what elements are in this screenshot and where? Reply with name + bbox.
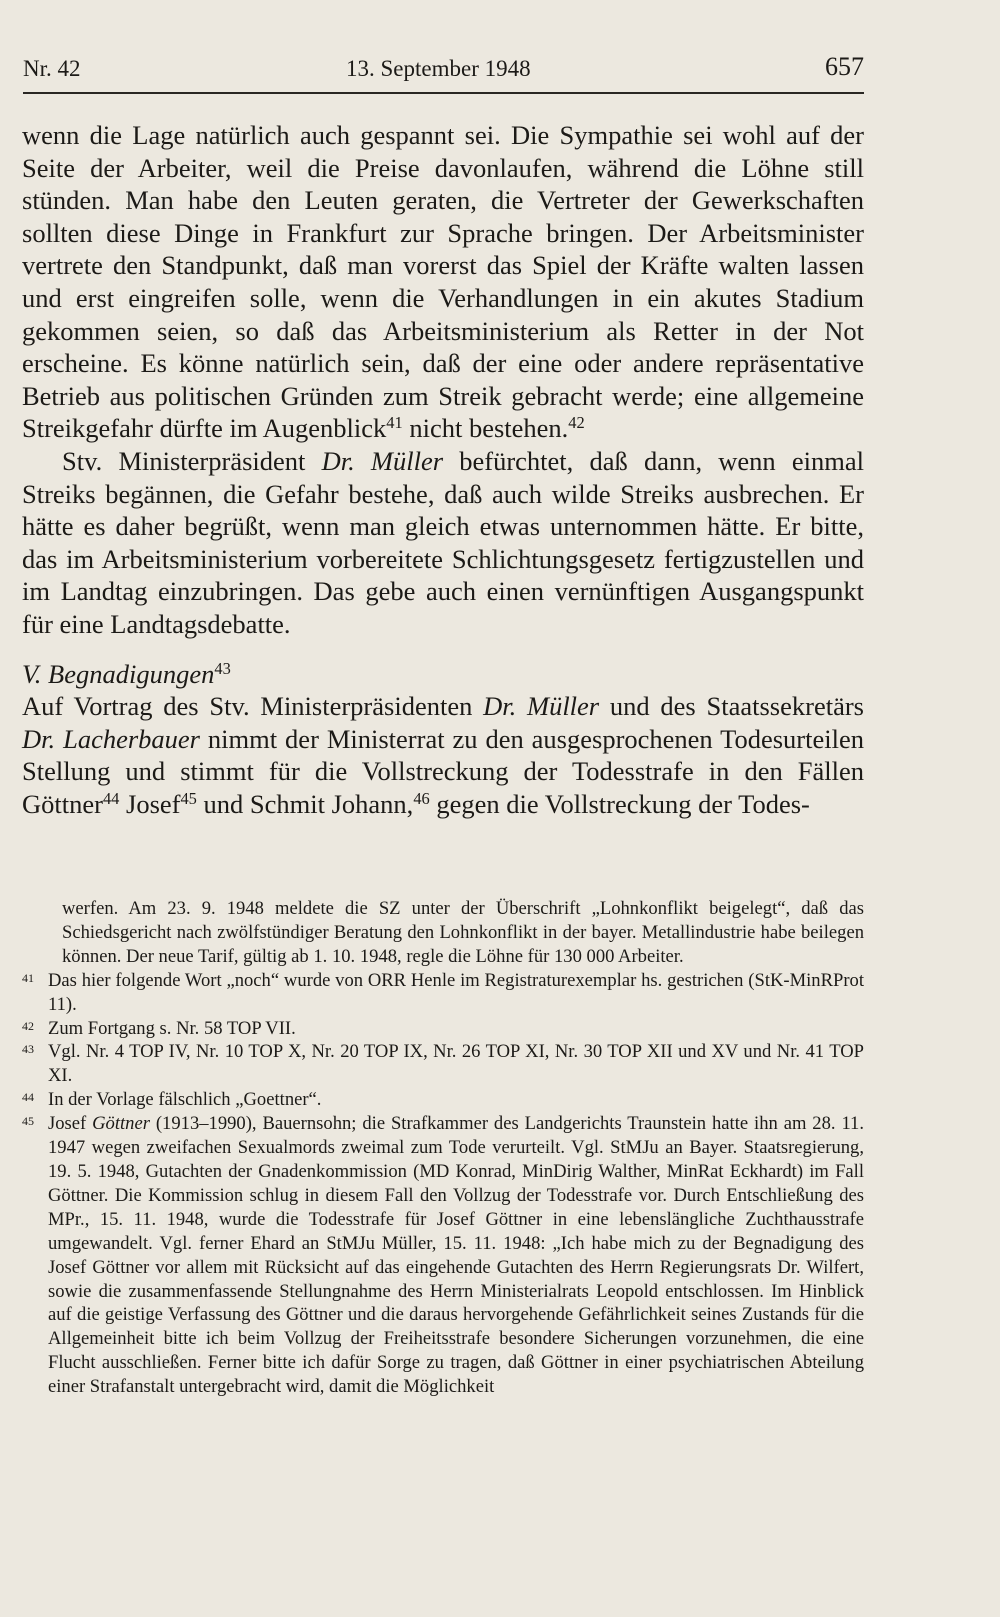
paragraph xyxy=(22,119,864,445)
page-number: 657 xyxy=(825,52,864,81)
footnote-number: 43 xyxy=(22,1042,34,1057)
footnote-ref: 42 xyxy=(568,413,585,433)
text-run: Stv. Ministerpräsident xyxy=(62,445,322,476)
text-run: und des Staatssekretärs xyxy=(599,691,864,722)
section-heading xyxy=(22,658,864,691)
person-name: Göttner xyxy=(92,1113,150,1135)
footnote-ref: 41 xyxy=(386,413,403,433)
footnote-43 xyxy=(22,1040,864,1088)
footnote-text: (1913–1990), Bauernsohn; die Strafkammer des Landgerichts Traunstein hatte ihn am 28. 11. 1947 wegen zweifachen Sexualmords zweimal zum Tode verurteilt. Vgl. StMJu an Bayer. Staatsregierung, 19. 5. 1948, Gutachten der Gnadenkommission (MD Konrad, MinDirig Walther, MinRat Eckhardt) im Fall Göttner. Die Kommission schlug in diesem Fall den Vollzug der Todesstrafe vor. Durch Entschließung des MPr., 15. 11. 1948, wurde die Todesstrafe für Josef Göttner in eine lebenslängliche Zuchthausstrafe umgewandelt. Vgl. ferner Ehard an StMJu Müller, 15. 11. 1948: „Ich habe mich zu der Begnadigung des Josef Göttner vor allem mit Rücksicht auf das eingehende Gutachten des Herrn Regierungsrats Dr. Wilfert, sowie die zusammenfassende Stellungnahme des Herrn Ministerialrats Leopold entschlossen. Im Hinblick auf die geistige Verfassung des Göttner und die daraus hervorgehende Gefährlichkeit seines Zustands für die Allgemeinheit bitte ich beim Vollzug der Freiheitsstrafe besondere Sicherungen vorzunehmen, die eine Flucht ausschließen. Ferner bitte ich dafür Sorge zu tragen, daß Göttner in einer psychiatrischen Abteilung einer Strafanstalt untergebracht wird, damit die Möglichkeit xyxy=(48,1113,864,1398)
footnote-45 xyxy=(22,1112,864,1399)
paragraph xyxy=(22,690,864,820)
paragraph xyxy=(22,445,864,641)
text-run: Auf Vortrag des Stv. Ministerpräsidenten xyxy=(22,691,484,722)
footnote-41 xyxy=(22,969,864,1017)
footnote-text: Josef xyxy=(48,1113,93,1135)
text-run: nicht bestehen. xyxy=(402,413,569,444)
footnote-42 xyxy=(22,1017,864,1041)
footnote-ref: 46 xyxy=(413,788,430,808)
person-name: Dr. Lacherbauer xyxy=(22,723,200,754)
person-name: Dr. Müller xyxy=(483,691,600,722)
document-date: 13. September 1948 xyxy=(346,56,531,81)
footnote-number: 42 xyxy=(22,1018,34,1033)
footnote-ref: 43 xyxy=(214,658,231,678)
person-name: Dr. Müller xyxy=(321,445,444,476)
section-title: V. Begnadigungen xyxy=(22,658,215,689)
footnote-number: 44 xyxy=(22,1090,34,1105)
main-text xyxy=(22,119,864,820)
running-head xyxy=(23,52,864,94)
document-number: Nr. 42 xyxy=(23,56,81,81)
footnote-number: 41 xyxy=(22,970,34,985)
footnote-number: 45 xyxy=(22,1114,34,1129)
footnote-text: Zum Fortgang s. Nr. 58 TOP VII. xyxy=(48,1017,296,1039)
text-run: befürchtet, daß dann, wenn einmal Streiks begännen, die Gefahr bestehe, daß auch wilde Streiks ausbrechen. Er hätte es daher begrüßt, wenn man gleich etwas unternommen hätte. Er bitte, das im Arbeitsministerium vorbereitete Schlichtungsgesetz fertigzustellen und im Landtag einzubringen. Das gebe auch einen vernünftigen Ausgangspunkt für eine Landtagsdebatte. xyxy=(22,445,864,639)
text-run: gegen die Vollstreckung der Todes- xyxy=(429,788,810,819)
text-run: und Schmit Johann, xyxy=(196,788,414,819)
footnote-text: Das hier folgende Wort „noch“ wurde von ORR Henle im Registraturexemplar hs. gestrichen (StK-MinRProt 11). xyxy=(48,969,864,1015)
text-run: Josef xyxy=(119,788,181,819)
footnotes xyxy=(22,897,864,1399)
footnote-ref: 44 xyxy=(102,788,120,808)
footnote-ref: 45 xyxy=(180,788,197,808)
text-run: nimmt der Ministerrat zu den ausgesprochenen Todesurteilen Stellung und stimmt für die Vollstreckung der Todesstrafe in den Fällen Göttner xyxy=(22,723,864,819)
footnote-text: Vgl. Nr. 4 TOP IV, Nr. 10 TOP X, Nr. 20 TOP IX, Nr. 26 TOP XI, Nr. 30 TOP XII und XV und Nr. 41 TOP XI. xyxy=(48,1041,864,1087)
text-run: wenn die Lage natürlich auch gespannt sei. Die Sympathie sei wohl auf der Seite der Arbeiter, weil die Preise davonlaufen, während die Löhne still stünden. Man habe den Leuten geraten, die Vertreter der Gewerkschaften sollten diese Dinge in Frankfurt zur Sprache bringen. Der Arbeitsminister vertrete den Standpunkt, daß man vorerst das Spiel der Kräfte walten lassen und erst eingreifen solle, wenn die Verhandlungen in ein akutes Stadium gekommen seien, so daß das Arbeitsministerium als Retter in der Not erscheine. Es könne natürlich sein, daß der eine oder andere repräsentative Betrieb aus politischen Gründen zum Streik gebracht werde; eine allgemeine Streikgefahr dürfte im Augenblick xyxy=(22,120,864,444)
footnote-text: In der Vorlage fälschlich „Goettner“. xyxy=(48,1089,322,1111)
footnote-44 xyxy=(22,1088,864,1112)
footnote-continuation: werfen. Am 23. 9. 1948 meldete die SZ unter der Überschrift „Lohnkonflikt beigelegt“, daß das Schiedsgericht nach zwölfstündiger Beratung den Lohnkonflikt in der bayer. Metallindustrie habe beilegen können. Der neue Tarif, gültig ab 1. 10. 1948, regle die Löhne für 130 000 Arbeiter. xyxy=(62,898,864,967)
